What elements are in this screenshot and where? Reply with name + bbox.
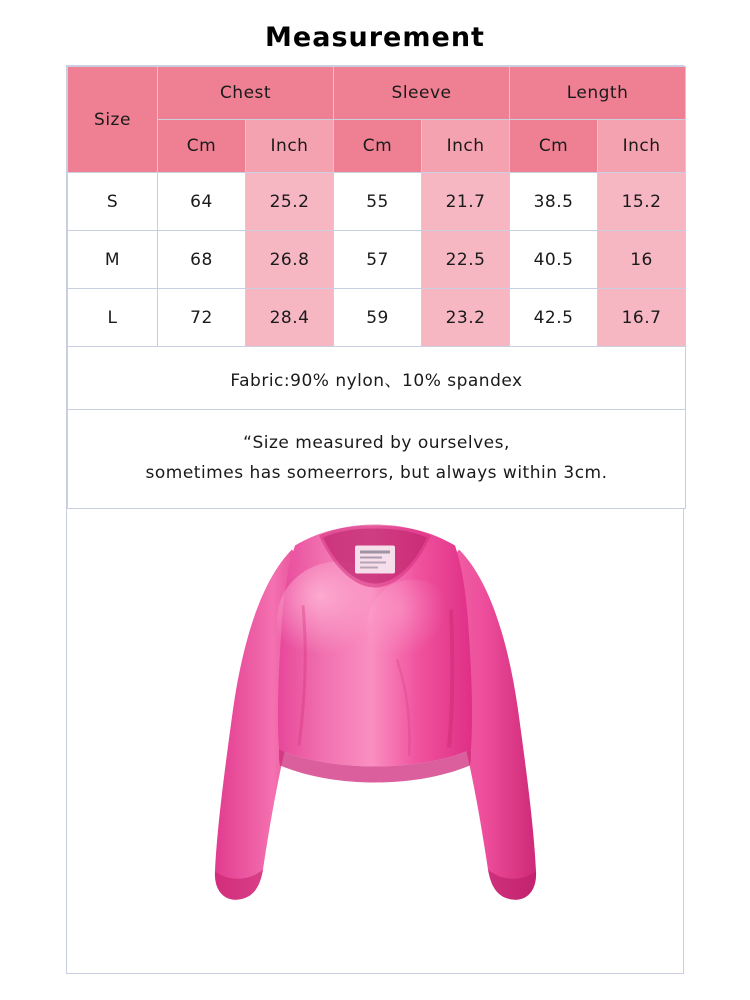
- product-photo: [66, 509, 684, 974]
- disclaimer-line-1: “Size measured by ourselves,: [243, 433, 510, 454]
- row-size-m: M: [68, 231, 158, 289]
- fabric-note: Fabric:90% nylon、10% spandex: [68, 347, 686, 410]
- size-chart-table: [66, 65, 684, 509]
- header-group-length: Length: [510, 67, 686, 120]
- row-size-s: S: [68, 173, 158, 231]
- s-length-inch: 15.2: [598, 173, 686, 231]
- header-group-chest: Chest: [158, 67, 334, 120]
- table-row: [68, 173, 686, 231]
- header-size: Size: [68, 67, 158, 173]
- l-length-inch: 16.7: [598, 289, 686, 347]
- s-length-cm: 38.5: [510, 173, 598, 231]
- table-header-row-units: [68, 120, 686, 173]
- m-length-inch: 16: [598, 231, 686, 289]
- crop-top-svg: [67, 509, 683, 973]
- table-header-row-groups: [68, 67, 686, 120]
- disclaimer: [68, 410, 686, 509]
- m-length-cm: 40.5: [510, 231, 598, 289]
- m-sleeve-inch: 22.5: [422, 231, 510, 289]
- l-length-cm: 42.5: [510, 289, 598, 347]
- s-chest-cm: 64: [158, 173, 246, 231]
- l-sleeve-cm: 59: [334, 289, 422, 347]
- header-chest-cm: Cm: [158, 120, 246, 173]
- m-sleeve-cm: 57: [334, 231, 422, 289]
- header-length-cm: Cm: [510, 120, 598, 173]
- s-chest-inch: 25.2: [246, 173, 334, 231]
- table-row: [68, 231, 686, 289]
- header-sleeve-cm: Cm: [334, 120, 422, 173]
- m-chest-cm: 68: [158, 231, 246, 289]
- header-sleeve-inch: Inch: [422, 120, 510, 173]
- s-sleeve-inch: 21.7: [422, 173, 510, 231]
- s-sleeve-cm: 55: [334, 173, 422, 231]
- table-row: [68, 289, 686, 347]
- l-sleeve-inch: 23.2: [422, 289, 510, 347]
- m-chest-inch: 26.8: [246, 231, 334, 289]
- chest-highlight-2: [367, 580, 459, 676]
- l-chest-inch: 28.4: [246, 289, 334, 347]
- disclaimer-row: [68, 410, 686, 509]
- l-chest-cm: 72: [158, 289, 246, 347]
- header-length-inch: Inch: [598, 120, 686, 173]
- crop-top-illustration: [67, 509, 683, 973]
- header-group-sleeve: Sleeve: [334, 67, 510, 120]
- row-size-l: L: [68, 289, 158, 347]
- page-title: Measurement: [265, 22, 485, 53]
- fabric-note-row: [68, 347, 686, 410]
- care-label: [355, 546, 395, 574]
- header-chest-inch: Inch: [246, 120, 334, 173]
- disclaimer-line-2: sometimes has someerrors, but always within 3cm.: [145, 463, 608, 483]
